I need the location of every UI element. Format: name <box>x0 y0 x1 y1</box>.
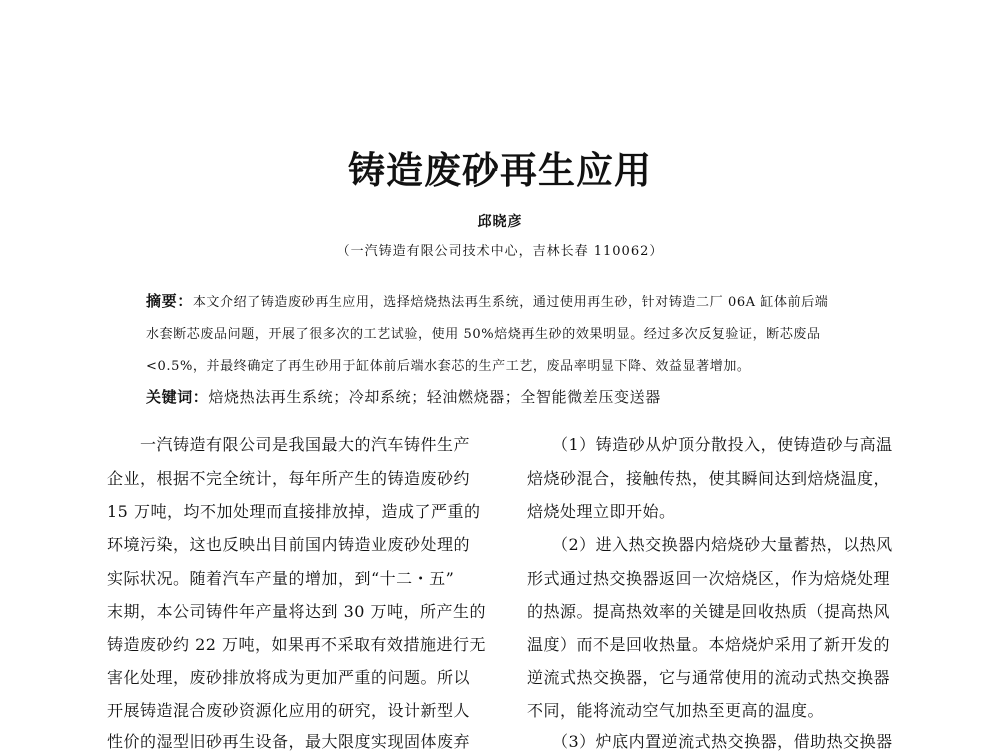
body-line: 形式通过热交换器返回一次焙烧区，作为焙烧处理 <box>527 569 891 588</box>
body-line: 铸造废砂约 22 万吨，如果再不采取有效措施进行无 <box>107 635 487 654</box>
body-line: 逆流式热交换器，它与通常使用的流动式热交换器 <box>527 668 891 687</box>
body-line: 焙烧处理立即开始。 <box>527 502 676 521</box>
author-name: 邱晓彦 <box>477 214 523 230</box>
body-line: 的热源。提高热效率的关键是回收热质（提高热风 <box>527 602 891 621</box>
body-line: 企业，根据不完全统计，每年所产生的铸造废砂约 <box>107 469 471 488</box>
body-line: 15 万吨，均不加处理而直接排放掉，造成了严重的 <box>107 502 481 521</box>
keywords-text: 焙烧热法再生系统；冷却系统；轻油燃烧器；全智能微差压变送器 <box>208 388 661 406</box>
body-line: （2）进入热交换器内焙烧砂大量蓄热，以热风 <box>527 535 893 554</box>
body-line: 不同，能将流动空气加热至更高的温度。 <box>527 701 825 720</box>
body-line: 温度）而不是回收热量。本焙烧炉采用了新开发的 <box>527 635 891 654</box>
author-affiliation: （一汽铸造有限公司技术中心，吉林长春 110062） <box>336 244 664 259</box>
abstract-line-1 <box>146 290 886 311</box>
abstract-label: 摘要： <box>146 292 193 310</box>
keywords-label: 关键词： <box>146 388 209 406</box>
body-line: （1）铸造砂从炉顶分散投入，使铸造砂与高温 <box>527 435 893 454</box>
keywords <box>146 386 886 407</box>
body-line: 实际状况。随着汽车产量的增加，到“十二・五” <box>107 569 455 588</box>
body-line: 性价的湿型旧砂再生设备，最大限度实现固体废弃 <box>107 732 471 751</box>
paper-title: 铸造废砂再生应用 <box>348 149 652 192</box>
body-line: 一汽铸造有限公司是我国最大的汽车铸件生产 <box>107 435 471 454</box>
body-line: 末期，本公司铸件年产量将达到 30 万吨，所产生的 <box>107 602 487 621</box>
abstract-text: 本文介绍了铸造废砂再生应用，选择焙烧热法再生系统，通过使用再生砂，针对铸造二厂 06A 缸体前后端 <box>192 295 829 310</box>
body-line: （3）炉底内置逆流式热交换器，借助热交换器 <box>527 732 893 751</box>
body-line: 开展铸造混合废砂资源化应用的研究，设计新型人 <box>107 701 471 720</box>
body-line: 焙烧砂混合，接触传热，使其瞬间达到焙烧温度， <box>527 469 891 488</box>
abstract-line-2: 水套断芯废品问题，开展了很多次的工艺试验，使用 50%焙烧再生砂的效果明显。经过多次反复验证，断芯废品 <box>146 327 821 342</box>
body-line: 害化处理，废砂排放将成为更加严重的问题。所以 <box>107 668 471 687</box>
abstract-line-3: <0.5%，并最终确定了再生砂用于缸体前后端水套芯的生产工艺，废品率明显下降、效益显著增加。 <box>146 359 751 374</box>
body-line: 环境污染，这也反映出目前国内铸造业废砂处理的 <box>107 535 471 554</box>
